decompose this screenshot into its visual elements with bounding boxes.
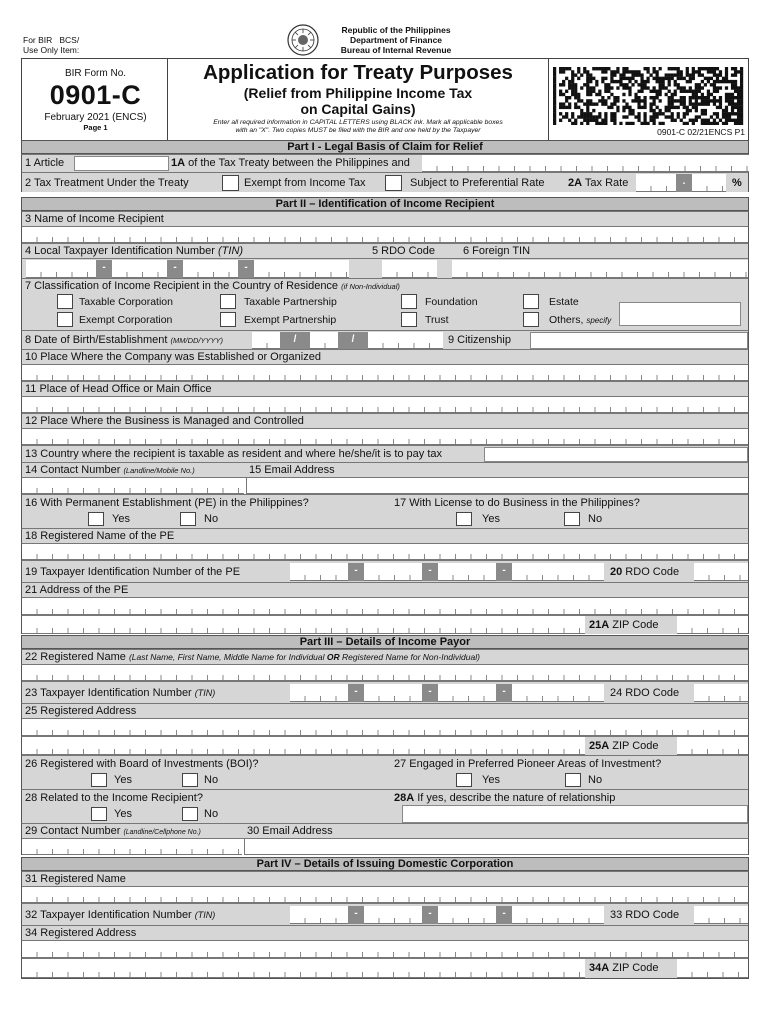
- item-14-text: 14 Contact Number: [25, 464, 124, 476]
- others-specify: specify: [586, 316, 612, 325]
- item-12-label: 12 Place Where the Business is Managed and Controlled: [25, 415, 304, 427]
- item-29-text: 29 Contact Number: [25, 825, 124, 837]
- item-30-label: 30 Email Address: [247, 825, 333, 837]
- item-22-note-2: Registered Name for Non-Individual): [339, 652, 480, 662]
- related-no-checkbox[interactable]: [182, 807, 198, 821]
- corp-tin-part-1[interactable]: [290, 906, 348, 924]
- tin-dash-1: -: [96, 260, 112, 278]
- exempt-checkbox[interactable]: [222, 175, 239, 191]
- row-item-16-17: [21, 494, 749, 528]
- form-bottom-border: [21, 978, 749, 979]
- item-29-note: (Landline/Cellphone No.): [123, 829, 201, 836]
- title-area: [168, 58, 548, 140]
- percent-sign: %: [732, 177, 742, 189]
- row-item-25-input-2: [21, 736, 749, 755]
- pe-address-input-1[interactable]: [22, 598, 748, 615]
- pe-tin-dash-3: -: [496, 563, 512, 581]
- email-input[interactable]: [246, 478, 748, 494]
- license-no-label: No: [588, 513, 603, 525]
- instructions-line-2: with an "X". Two copies MUST be filed with the BIR and one held by the Taxpayer: [235, 127, 481, 134]
- item-6-label: 6 Foreign TIN: [463, 245, 531, 257]
- corp-tin-dash-1: -: [348, 906, 364, 924]
- income-recipient-name-input[interactable]: [22, 227, 748, 243]
- form-header: [21, 22, 749, 140]
- form-number-box: [21, 58, 168, 140]
- bir-use-label: For BIR: [23, 35, 53, 45]
- pe-no-checkbox[interactable]: [180, 512, 196, 526]
- contact-number-input[interactable]: [22, 478, 244, 494]
- corp-name-input[interactable]: [22, 887, 748, 903]
- birth-day-input[interactable]: [310, 332, 338, 349]
- item-4-label: [25, 245, 243, 258]
- page-number: Page 1: [83, 123, 108, 132]
- payor-name-input[interactable]: [22, 665, 748, 681]
- payor-tin-part-3[interactable]: [438, 684, 496, 702]
- pe-tin-part-4[interactable]: [512, 563, 604, 581]
- tax-rate-decimal-input[interactable]: [692, 174, 726, 192]
- exempt-part-checkbox[interactable]: [220, 312, 236, 327]
- instructions: [168, 119, 548, 135]
- corp-tin-part-2[interactable]: [364, 906, 422, 924]
- item-29-label: [25, 825, 201, 839]
- item-4-tin: (TIN): [218, 245, 244, 257]
- republic-text: Republic of the Philippines: [341, 25, 451, 35]
- row-item-26-27: [21, 755, 749, 789]
- others-label: [549, 314, 611, 327]
- row-item-7: [21, 278, 749, 330]
- item-32-label: [25, 909, 215, 922]
- row-item-21-input-2: [21, 615, 749, 634]
- row-item-19: [21, 560, 749, 582]
- item-13-label: 13 Country where the recipient is taxable as resident and where he/she/it is to pay tax: [25, 448, 443, 460]
- tin-part-1[interactable]: [26, 260, 96, 278]
- pe-yes-checkbox[interactable]: [88, 512, 104, 526]
- item-32-text: 32 Taxpayer Identification Number: [25, 909, 195, 921]
- row-item-2: [21, 172, 749, 192]
- item-2a-text: Tax Rate: [582, 177, 629, 189]
- item-7-note: (if Non-Individual): [341, 282, 400, 291]
- item-27-label: 27 Engaged in Preferred Pioneer Areas of Investment?: [394, 758, 662, 770]
- relationship-input[interactable]: [402, 805, 748, 823]
- payor-contact-input[interactable]: [22, 839, 242, 855]
- pioneer-no-label: No: [588, 774, 603, 786]
- row-item-10-label: [21, 349, 749, 364]
- tax-rate-whole-input[interactable]: [636, 174, 676, 192]
- birth-year-input[interactable]: [368, 332, 443, 349]
- barcode-icon: [553, 67, 746, 125]
- item-11-label: 11 Place of Head Office or Main Office: [25, 383, 212, 395]
- tin-dash-2: -: [167, 260, 183, 278]
- date-slash-1: /: [280, 332, 310, 349]
- corp-tin-dash-3: -: [496, 906, 512, 924]
- form-no-label: BIR Form No.: [64, 68, 127, 79]
- department-text: Department of Finance: [349, 35, 443, 45]
- row-item-22-input: [21, 664, 749, 681]
- item-25a-num: 25A: [589, 740, 610, 752]
- row-item-34-input-2: [21, 958, 749, 978]
- article-input[interactable]: [74, 156, 169, 171]
- row-item-23: [21, 681, 749, 703]
- item-28-label: 28 Related to the Income Recipient?: [25, 792, 203, 804]
- form-code: 0901-C 02/21ENCS P1: [657, 127, 745, 137]
- bir-seal-icon: [287, 24, 319, 56]
- row-item-28: [21, 789, 749, 823]
- related-yes-checkbox[interactable]: [91, 807, 107, 821]
- pe-tin-dash-2: -: [422, 563, 438, 581]
- instructions-line-1: Enter all required information in CAPITAL LETTERS using BLACK ink. Mark all applicable boxes: [213, 119, 503, 126]
- taxable-part-checkbox[interactable]: [220, 294, 236, 309]
- corp-tin-dash-2: -: [422, 906, 438, 924]
- row-item-18-input: [21, 543, 749, 560]
- place-managed-input[interactable]: [22, 429, 748, 445]
- boi-no-label: No: [204, 774, 219, 786]
- row-item-25-input-1: [21, 718, 749, 736]
- item-7-text: 7 Classification of Income Recipient in the Country of Residence: [25, 280, 342, 292]
- corp-zip-input[interactable]: [677, 959, 748, 978]
- item-21a-text: ZIP Code: [609, 619, 659, 631]
- date-slash-2: /: [338, 332, 368, 349]
- country-taxable-input[interactable]: [484, 447, 748, 462]
- item-4-text: 4 Local Taxpayer Identification Number: [25, 245, 219, 257]
- row-item-31-input: [21, 886, 749, 903]
- row-item-25-label: [21, 703, 749, 718]
- item-1a-label: [171, 157, 410, 170]
- corp-tin-part-4[interactable]: [512, 906, 604, 924]
- payor-tin-part-2[interactable]: [364, 684, 422, 702]
- corp-address-input-1[interactable]: [22, 941, 748, 958]
- others-text: Others,: [549, 314, 587, 326]
- row-item-12-label: [21, 413, 749, 428]
- tin-part-3[interactable]: [183, 260, 238, 278]
- part-4-header: Part IV – Details of Issuing Domestic Corporation: [21, 857, 749, 871]
- item-8-text: 8 Date of Birth/Establishment: [25, 334, 171, 346]
- item-1a-text: of the Tax Treaty between the Philippines and: [185, 157, 410, 169]
- row-item-3-input: [21, 226, 749, 243]
- preferential-checkbox[interactable]: [385, 175, 402, 191]
- bcs-label: BCS/: [59, 35, 80, 45]
- row-item-29-input: [21, 838, 749, 855]
- item-23-text: 23 Taxpayer Identification Number: [25, 687, 195, 699]
- row-item-1: [21, 154, 749, 172]
- item-22-text: 22 Registered Name: [25, 651, 129, 663]
- others-checkbox[interactable]: [523, 312, 539, 327]
- row-item-8: [21, 330, 749, 349]
- payor-tin-part-1[interactable]: [290, 684, 348, 702]
- item-21a-label: [589, 619, 659, 632]
- payor-rdo-input[interactable]: [694, 684, 748, 702]
- related-yes-label: Yes: [114, 808, 132, 820]
- corp-address-input-2[interactable]: [22, 959, 585, 978]
- row-item-14-label: [21, 462, 749, 477]
- boi-no-checkbox[interactable]: [182, 773, 198, 787]
- row-item-11-input: [21, 396, 749, 413]
- taxable-part-label: Taxable Partnership: [244, 296, 337, 308]
- pe-tin-part-3[interactable]: [438, 563, 496, 581]
- pioneer-yes-label: Yes: [482, 774, 500, 786]
- license-yes-label: Yes: [482, 513, 500, 525]
- form-title: Application for Treaty Purposes: [203, 61, 513, 84]
- pe-address-input-2[interactable]: [22, 616, 585, 634]
- item-2-label: 2 Tax Treatment Under the Treaty: [25, 177, 189, 189]
- boi-yes-label: Yes: [114, 774, 132, 786]
- item-31-label: 31 Registered Name: [25, 873, 126, 885]
- payor-email-input[interactable]: [244, 839, 748, 855]
- pe-tin-dash-1: -: [348, 563, 364, 581]
- item-9-label: 9 Citizenship: [448, 334, 511, 346]
- pe-zip-input[interactable]: [677, 616, 748, 634]
- tin-part-4[interactable]: [254, 260, 349, 278]
- row-item-10-input: [21, 364, 749, 381]
- form-date: February 2021 (ENCS): [44, 112, 147, 123]
- payor-address-input-2[interactable]: [22, 737, 585, 755]
- license-no-checkbox[interactable]: [564, 512, 580, 526]
- row-item-34-input-1: [21, 940, 749, 958]
- pioneer-no-checkbox[interactable]: [565, 773, 581, 787]
- item-21-label: 21 Address of the PE: [25, 584, 129, 596]
- rdo-code-input[interactable]: [382, 260, 437, 278]
- treaty-country-input[interactable]: [422, 155, 749, 172]
- form-subtitle-1: (Relief from Philippine Income Tax: [243, 85, 473, 101]
- item-22-note: (Last Name, First Name, Middle Name for Individual: [128, 652, 327, 662]
- row-item-34-label: [21, 925, 749, 940]
- item-17-label: 17 With License to do Business in the Philippines?: [394, 497, 640, 509]
- item-20-label: 20 RDO Code: [610, 566, 680, 578]
- payor-tin-dash-2: -: [422, 684, 438, 702]
- item-2a-num: 2A: [568, 177, 583, 189]
- taxable-corp-checkbox[interactable]: [57, 294, 73, 309]
- item-14-note: (Landline/Mobile No.): [123, 466, 195, 475]
- item-28a-label: [394, 792, 615, 805]
- item-7-label: [25, 280, 400, 293]
- payor-address-input-1[interactable]: [22, 719, 748, 736]
- item-8-label: [25, 334, 223, 347]
- exempt-label: Exempt from Income Tax: [244, 177, 366, 189]
- item-33-label: 33 RDO Code: [610, 909, 680, 921]
- item-22-label: [25, 651, 480, 664]
- corp-rdo-input[interactable]: [694, 906, 748, 924]
- payor-tin-dash-3: -: [496, 684, 512, 702]
- item-23-label: [25, 687, 215, 700]
- item-26-label: 26 Registered with Board of Investments (BOI)?: [25, 758, 259, 770]
- row-item-21-input-1: [21, 597, 749, 615]
- license-yes-checkbox[interactable]: [456, 512, 472, 526]
- pe-no-label: No: [204, 513, 219, 525]
- pe-name-input[interactable]: [22, 544, 748, 560]
- exempt-corp-label: Exempt Corporation: [79, 314, 173, 326]
- pe-zip-label-box: [585, 616, 677, 634]
- form-number: 0901-C: [49, 80, 142, 110]
- trust-label: Trust: [425, 314, 449, 326]
- preferential-label: Subject to Preferential Rate: [410, 177, 545, 189]
- item-23-tin: (TIN): [194, 688, 216, 698]
- item-18-label: 18 Registered Name of the PE: [25, 530, 175, 542]
- bureau-text: Bureau of Internal Revenue: [340, 45, 452, 55]
- row-item-18-label: [21, 528, 749, 543]
- item-22-or: OR: [326, 652, 340, 662]
- item-25a-label: [589, 740, 659, 753]
- estate-label: Estate: [549, 296, 579, 308]
- foundation-checkbox[interactable]: [401, 294, 417, 309]
- pe-tin-part-2[interactable]: [364, 563, 422, 581]
- part-2-header: Part II – Identification of Income Recipient: [21, 197, 749, 211]
- payor-tin-dash-1: -: [348, 684, 364, 702]
- head-office-input[interactable]: [22, 397, 748, 413]
- corp-zip-label-box: [585, 959, 677, 978]
- item-8-format: (MM/DD/YYYY): [170, 336, 224, 345]
- tax-rate-decimal: .: [676, 174, 692, 192]
- item-16-label: 16 With Permanent Establishment (PE) in the Philippines?: [25, 497, 309, 509]
- foreign-tin-input[interactable]: [452, 260, 748, 278]
- row-item-31-label: [21, 871, 749, 886]
- item-19-label: 19 Taxpayer Identification Number of the PE: [25, 566, 241, 578]
- row-item-4-label: [21, 243, 749, 258]
- use-only-label: Use Only: [23, 45, 58, 55]
- exempt-part-label: Exempt Partnership: [244, 314, 337, 326]
- item-32-tin: (TIN): [194, 910, 216, 920]
- part-1-header: Part I - Legal Basis of Claim for Relief: [21, 140, 749, 154]
- related-no-label: No: [204, 808, 219, 820]
- payor-zip-label-box: [585, 737, 677, 755]
- barcode-box: [548, 58, 749, 140]
- boi-yes-checkbox[interactable]: [91, 773, 107, 787]
- row-item-21-label: [21, 582, 749, 597]
- row-item-12-input: [21, 428, 749, 445]
- item-3-label: 3 Name of Income Recipient: [25, 213, 164, 225]
- row-item-32: [21, 903, 749, 925]
- pe-yes-label: Yes: [112, 513, 130, 525]
- item-1-label: 1 Article: [25, 157, 65, 169]
- item-24-label: 24 RDO Code: [610, 687, 680, 699]
- foundation-label: Foundation: [425, 296, 478, 308]
- exempt-corp-checkbox[interactable]: [57, 312, 73, 327]
- row-item-14-input: [21, 477, 749, 494]
- place-established-input[interactable]: [22, 365, 748, 381]
- citizenship-input[interactable]: [530, 332, 748, 349]
- item-34a-label: [589, 962, 659, 975]
- item-25a-text: ZIP Code: [609, 740, 659, 752]
- item-28a-text: If yes, describe the nature of relationship: [414, 792, 616, 804]
- item-21a-num: 21A: [589, 619, 610, 631]
- row-item-22-label: [21, 649, 749, 664]
- item-25-label: 25 Registered Address: [25, 705, 137, 717]
- item-label: Item:: [60, 45, 80, 55]
- taxable-corp-label: Taxable Corporation: [79, 296, 173, 308]
- agency-name: [321, 25, 471, 55]
- trust-checkbox[interactable]: [401, 312, 417, 327]
- row-item-29-label: [21, 823, 749, 838]
- item-10-label: 10 Place Where the Company was Established or Organized: [25, 351, 321, 363]
- row-item-11-label: [21, 381, 749, 396]
- item-34-label: 34 Registered Address: [25, 927, 137, 939]
- item-14-label: [25, 464, 195, 477]
- tin-part-2[interactable]: [112, 260, 167, 278]
- corp-tin-part-3[interactable]: [438, 906, 496, 924]
- item-15-label: 15 Email Address: [249, 464, 335, 476]
- item-1a-num: 1A: [171, 157, 186, 169]
- row-item-13: [21, 445, 749, 462]
- others-specify-input[interactable]: [619, 302, 741, 326]
- item-28a-num: 28A: [394, 792, 415, 804]
- estate-checkbox[interactable]: [523, 294, 539, 309]
- pe-tin-part-1[interactable]: [290, 563, 348, 581]
- payor-zip-input[interactable]: [677, 737, 748, 755]
- item-34a-text: ZIP Code: [609, 962, 659, 974]
- item-34a-num: 34A: [589, 962, 610, 974]
- payor-tin-part-4[interactable]: [512, 684, 604, 702]
- pe-rdo-input[interactable]: [694, 563, 748, 581]
- tin-dash-3: -: [238, 260, 254, 278]
- row-item-3-label: [21, 211, 749, 226]
- pioneer-yes-checkbox[interactable]: [456, 773, 472, 787]
- birth-month-input[interactable]: [252, 332, 280, 349]
- part-3-header: Part III – Details of Income Payor: [21, 635, 749, 649]
- bir-use-only: [23, 35, 79, 55]
- item-5-label: 5 RDO Code: [372, 245, 435, 257]
- item-2a-label: [568, 177, 628, 190]
- form-subtitle-2: on Capital Gains): [300, 101, 416, 117]
- row-item-4-input: [21, 258, 749, 278]
